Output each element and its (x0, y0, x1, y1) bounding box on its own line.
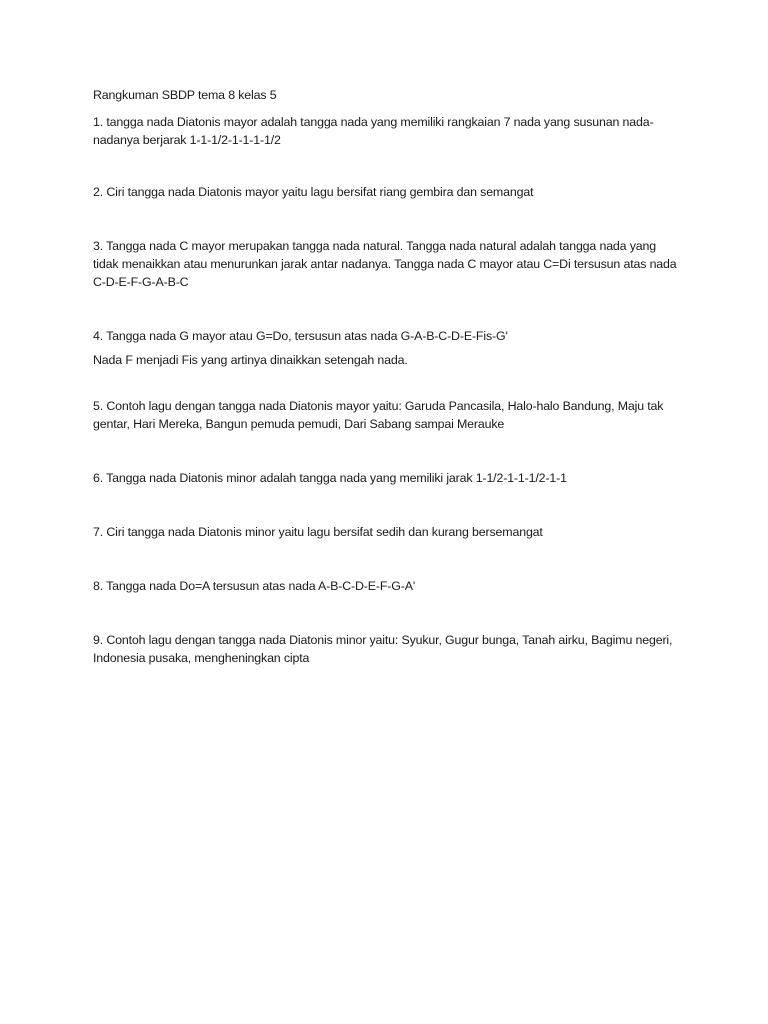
document-body (93, 86, 683, 667)
paragraph-4-note: Nada F menjadi Fis yang artinya dinaikkan setengah nada. (93, 353, 408, 367)
paragraph-4: 4. Tangga nada G mayor atau G=Do, tersusun atas nada G-A-B-C-D-E-Fis-G' (93, 329, 508, 343)
paragraph-3: 3. Tangga nada C mayor merupakan tangga nada natural. Tangga nada natural adalah tangga nada yang tidak menaikkan atau menurunkan jarak antar nadanya. Tangga nada C mayor atau C=Di tersusun atas nada C-D-E-F-G-A-B-C (93, 239, 677, 289)
document-title: Rangkuman SBDP tema 8 kelas 5 (93, 88, 277, 102)
paragraph-6: 6. Tangga nada Diatonis minor adalah tangga nada yang memiliki jarak 1-1/2-1-1-1/2-1-1 (93, 471, 567, 485)
paragraph-7: 7. Ciri tangga nada Diatonis minor yaitu lagu bersifat sedih dan kurang bersemangat (93, 525, 543, 539)
paragraph-9: 9. Contoh lagu dengan tangga nada Diatonis minor yaitu: Syukur, Gugur bunga, Tanah airku, Bagimu negeri, Indonesia pusaka, mengheningkan cipta (93, 633, 673, 665)
paragraph-8: 8. Tangga nada Do=A tersusun atas nada A-B-C-D-E-F-G-A' (93, 579, 416, 593)
paragraph-1: 1. tangga nada Diatonis mayor adalah tangga nada yang memiliki rangkaian 7 nada yang susunan nada-nadanya berjarak 1-1-1/2-1-1-1-1/2 (93, 115, 654, 147)
paragraph-5: 5. Contoh lagu dengan tangga nada Diatonis mayor yaitu: Garuda Pancasila, Halo-halo Bandung, Maju tak gentar, Hari Mereka, Bangun pemuda pemudi, Dari Sabang sampai Merauke (93, 399, 664, 431)
paragraph-2: 2. Ciri tangga nada Diatonis mayor yaitu lagu bersifat riang gembira dan semangat (93, 185, 534, 199)
